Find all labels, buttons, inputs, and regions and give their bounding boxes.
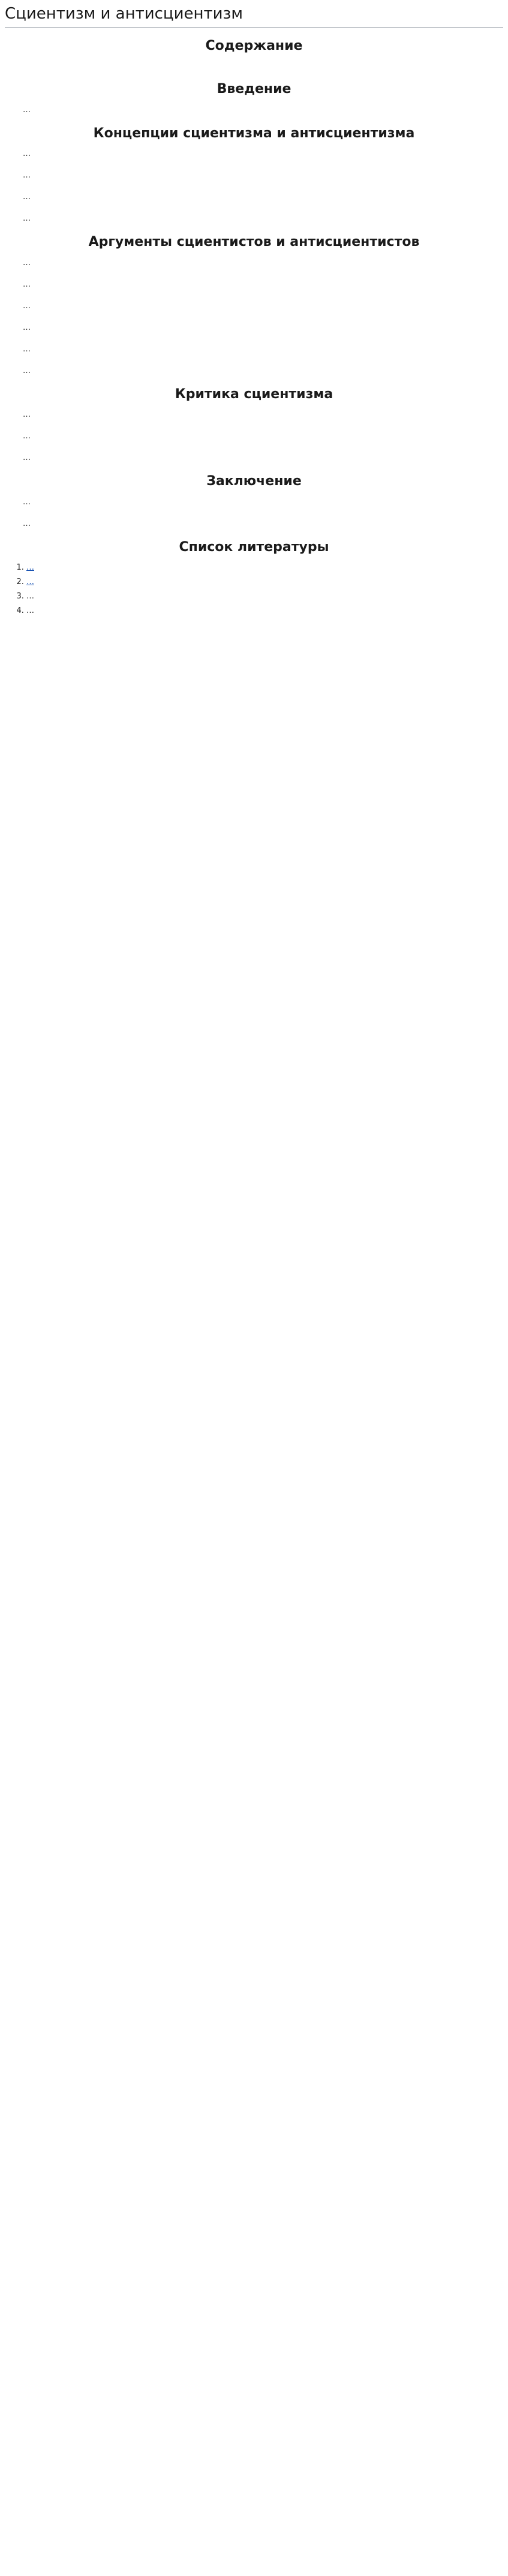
reference-item: [26, 604, 503, 618]
paragraph: …: [23, 519, 31, 528]
paragraph: …: [23, 105, 31, 115]
section-heading: Введение: [217, 82, 291, 97]
page-title: Сциентизм и антисциентизм: [5, 5, 503, 28]
reference-link[interactable]: …: [26, 563, 34, 573]
paragraph: …: [23, 344, 31, 354]
article-body: [5, 81, 503, 618]
paragraph: …: [23, 453, 31, 463]
references-heading: Список литературы: [179, 539, 329, 555]
reference-text: …: [26, 592, 34, 601]
paragraph: …: [23, 192, 31, 202]
paragraph: …: [23, 323, 31, 332]
section-heading: Заключение: [206, 474, 302, 489]
reference-item: [26, 561, 503, 574]
section-heading: Критика сциентизма: [175, 386, 333, 402]
paragraph: …: [23, 149, 31, 159]
table-of-contents-title: Содержание: [205, 38, 303, 54]
reference-item: [26, 576, 503, 589]
paragraph: …: [23, 432, 31, 441]
paragraph: …: [23, 258, 31, 267]
paragraph: …: [23, 497, 31, 507]
paragraph: …: [23, 171, 31, 180]
paragraph: …: [23, 279, 31, 289]
paragraph: …: [23, 301, 31, 311]
section-heading: Концепции сциентизма и антисциентизма: [93, 125, 415, 141]
reference-item: [26, 590, 503, 603]
reference-link[interactable]: …: [26, 577, 34, 587]
paragraph: …: [23, 214, 31, 224]
reference-list: [5, 561, 503, 618]
section-heading: Аргументы сциентистов и антисциентистов: [88, 234, 420, 250]
paragraph: …: [23, 366, 31, 375]
paragraph: …: [23, 410, 31, 420]
reference-text: …: [26, 606, 34, 616]
